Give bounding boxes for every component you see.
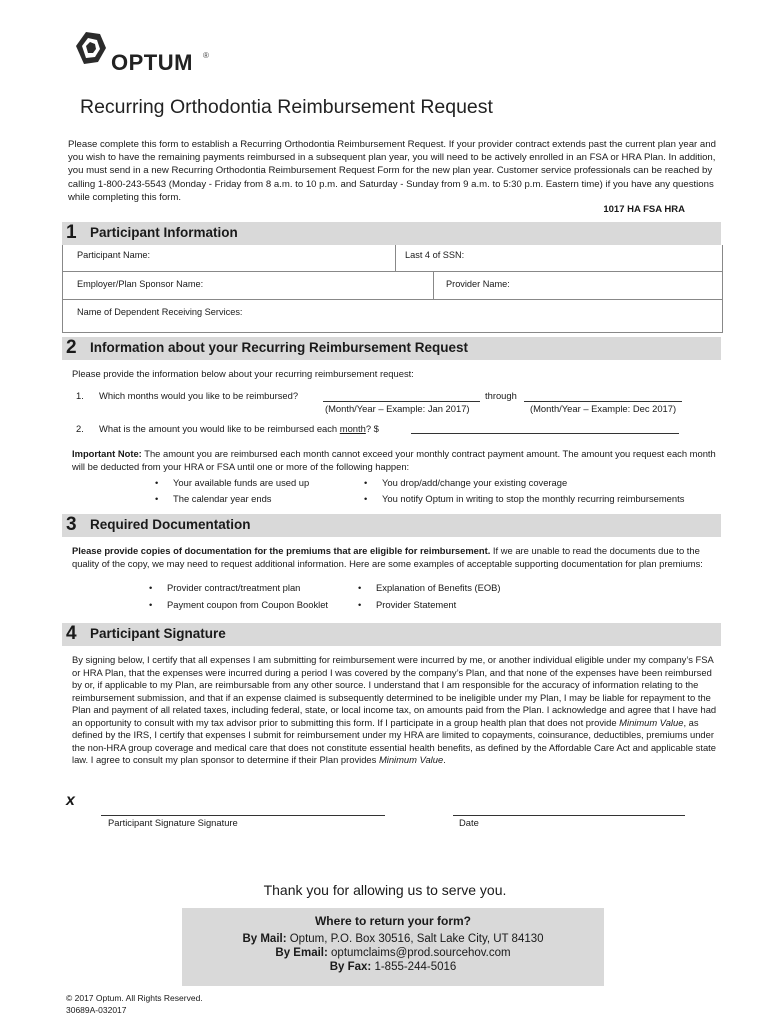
- signature-x-mark: x: [66, 792, 75, 809]
- dependent-field[interactable]: Name of Dependent Receiving Services:: [77, 307, 243, 317]
- section-number: 2: [66, 337, 77, 358]
- page-title: Recurring Orthodontia Reimbursement Request: [80, 96, 493, 118]
- section-number: 3: [66, 514, 77, 535]
- section-number: 1: [66, 222, 77, 243]
- section-title: Information about your Recurring Reimbursement Request: [90, 340, 469, 355]
- q1-number: 1.: [76, 390, 84, 401]
- q1-label: Which months would you like to be reimbursed?: [99, 390, 299, 401]
- signature-label: Participant Signature Signature: [108, 817, 238, 828]
- section-2-lead: Please provide the information below about your recurring reimbursement request:: [72, 368, 414, 379]
- q2-number: 2.: [76, 423, 84, 434]
- bullet-item: • Your available funds are used up: [173, 477, 309, 490]
- section-2-header: [62, 337, 721, 360]
- employer-field[interactable]: Employer/Plan Sponsor Name:: [77, 279, 204, 289]
- participant-name-field[interactable]: Participant Name:: [77, 250, 151, 260]
- thank-you-text: Thank you for allowing us to serve you.: [263, 882, 507, 898]
- return-email[interactable]: By Email: optumclaims@prod.sourcehov.com: [275, 947, 511, 959]
- section-3-lead: Please provide copies of documentation for the premiums that are eligible for reimbursement. If we are unable to read the documents due to the quality of the copy, we may need to request additional information. Here are some examples of acceptable supporting documentation for plan premiums:: [72, 545, 703, 569]
- bullet-item: • You notify Optum in writing to stop the monthly recurring reimbursements: [382, 493, 684, 506]
- copyright: © 2017 Optum. All Rights Reserved.: [66, 993, 203, 1003]
- to-hint: (Month/Year – Example: Dec 2017): [530, 403, 677, 414]
- bullet-item: • Payment coupon from Coupon Booklet: [167, 599, 328, 612]
- bullet-item: • Provider Statement: [376, 599, 456, 612]
- return-info-box: [182, 908, 604, 986]
- certification-text: By signing below, I certify that all expenses I am submitting for reimbursement were incurred by me, or another individual eligible under my company’s FSA or HRA Plan, that the expenses were incurred during a period I was covered by the company’s Plan, and that none of the expenses have been reimbursed by or, if applicable to my Plan, are reimbursable from any other source. I understand that I am responsible for the accuracy of information relating to the reimbursement submission, and that if an expense claimed is subsequently determined to be ineligible under my Plan, I may be liable for repayment to the Plan and payment of all related taxes, including federal, state, or local income tax, on amounts paid from the Plan. I acknowledge and agree that I have had an opportunity to consult with my tax advisor prior to submitting this form. If I participate in a group health plan that does not provide Minimum Value, as defined by the IRS, I certify that expenses I submit for reimbursement under my HRA are limited to copayments, coinsurance, deductibles, premiums under the non-HRA group coverage and medical care that does not constitute essential health benefits, as defined by the Affordable Care Act and applicable state law. I agree to consult my plan sponsor to determine if their Plan provides Minimum Value.: [72, 654, 717, 765]
- bullet-item: • You drop/add/change your existing coverage: [382, 477, 567, 490]
- q2-label: What is the amount you would like to be reimbursed each month? $: [99, 423, 379, 434]
- ssn-field[interactable]: Last 4 of SSN:: [405, 250, 465, 260]
- amount-input[interactable]: [411, 433, 679, 434]
- provider-field[interactable]: Provider Name:: [446, 279, 510, 289]
- through-label: through: [485, 390, 517, 401]
- intro-text: Please complete this form to establish a Recurring Orthodontia Reimbursement Request. If your provider contract extends past the current plan year and you wish to have the remaining payments reimbursed in a subsequent plan year, you will need to be actively enrolled in an FSA or HRA Plan. In addition, you must send in a new Recurring Orthodontia Reimbursement Request Form for the new plan year. Customer service professionals can be reached by calling 1-800-243-5543 (Monday - Friday from 8 a.m. to 10 p.m. and Saturday - Sunday from 9 a.m. to 5:30 p.m. Eastern time) if you have any questions while completing this form.: [68, 139, 716, 203]
- section-number: 4: [66, 623, 77, 644]
- return-mail: By Mail: Optum, P.O. Box 30516, Salt Lake City, UT 84130: [242, 933, 544, 945]
- from-month-input[interactable]: [323, 401, 480, 402]
- signature-input[interactable]: [101, 815, 385, 816]
- section-title: Participant Information: [90, 225, 238, 240]
- optum-logo-text: OPTUM: [111, 50, 193, 75]
- section-title: Required Documentation: [90, 517, 251, 532]
- section-title: Participant Signature: [90, 626, 226, 641]
- section-3-header: [62, 514, 721, 537]
- return-heading: Where to return your form?: [314, 914, 471, 928]
- return-fax: By Fax: 1-855-244-5016: [329, 961, 457, 973]
- bullet-item: • The calendar year ends: [173, 493, 272, 506]
- to-month-input[interactable]: [524, 401, 682, 402]
- date-label: Date: [459, 817, 479, 828]
- bullet-item: • Explanation of Benefits (EOB): [376, 582, 501, 595]
- participant-info-box: [62, 245, 723, 333]
- from-hint: (Month/Year – Example: Jan 2017): [325, 403, 470, 414]
- optum-logo-icon: [70, 28, 110, 68]
- section-4-header: [62, 623, 721, 646]
- date-input[interactable]: [453, 815, 685, 816]
- section-1-header: [62, 222, 721, 245]
- registered-mark: ®: [203, 51, 209, 60]
- bullet-item: • Provider contract/treatment plan: [167, 582, 300, 595]
- form-number: 30689A-032017: [66, 1005, 127, 1015]
- important-note: Important Note: The amount you are reimbursed each month cannot exceed your monthly contract payment amount. The amount you request each month will be deducted from your HRA or FSA until one or more of the following happen:: [72, 448, 716, 472]
- form-code: 1017 HA FSA HRA: [603, 204, 685, 215]
